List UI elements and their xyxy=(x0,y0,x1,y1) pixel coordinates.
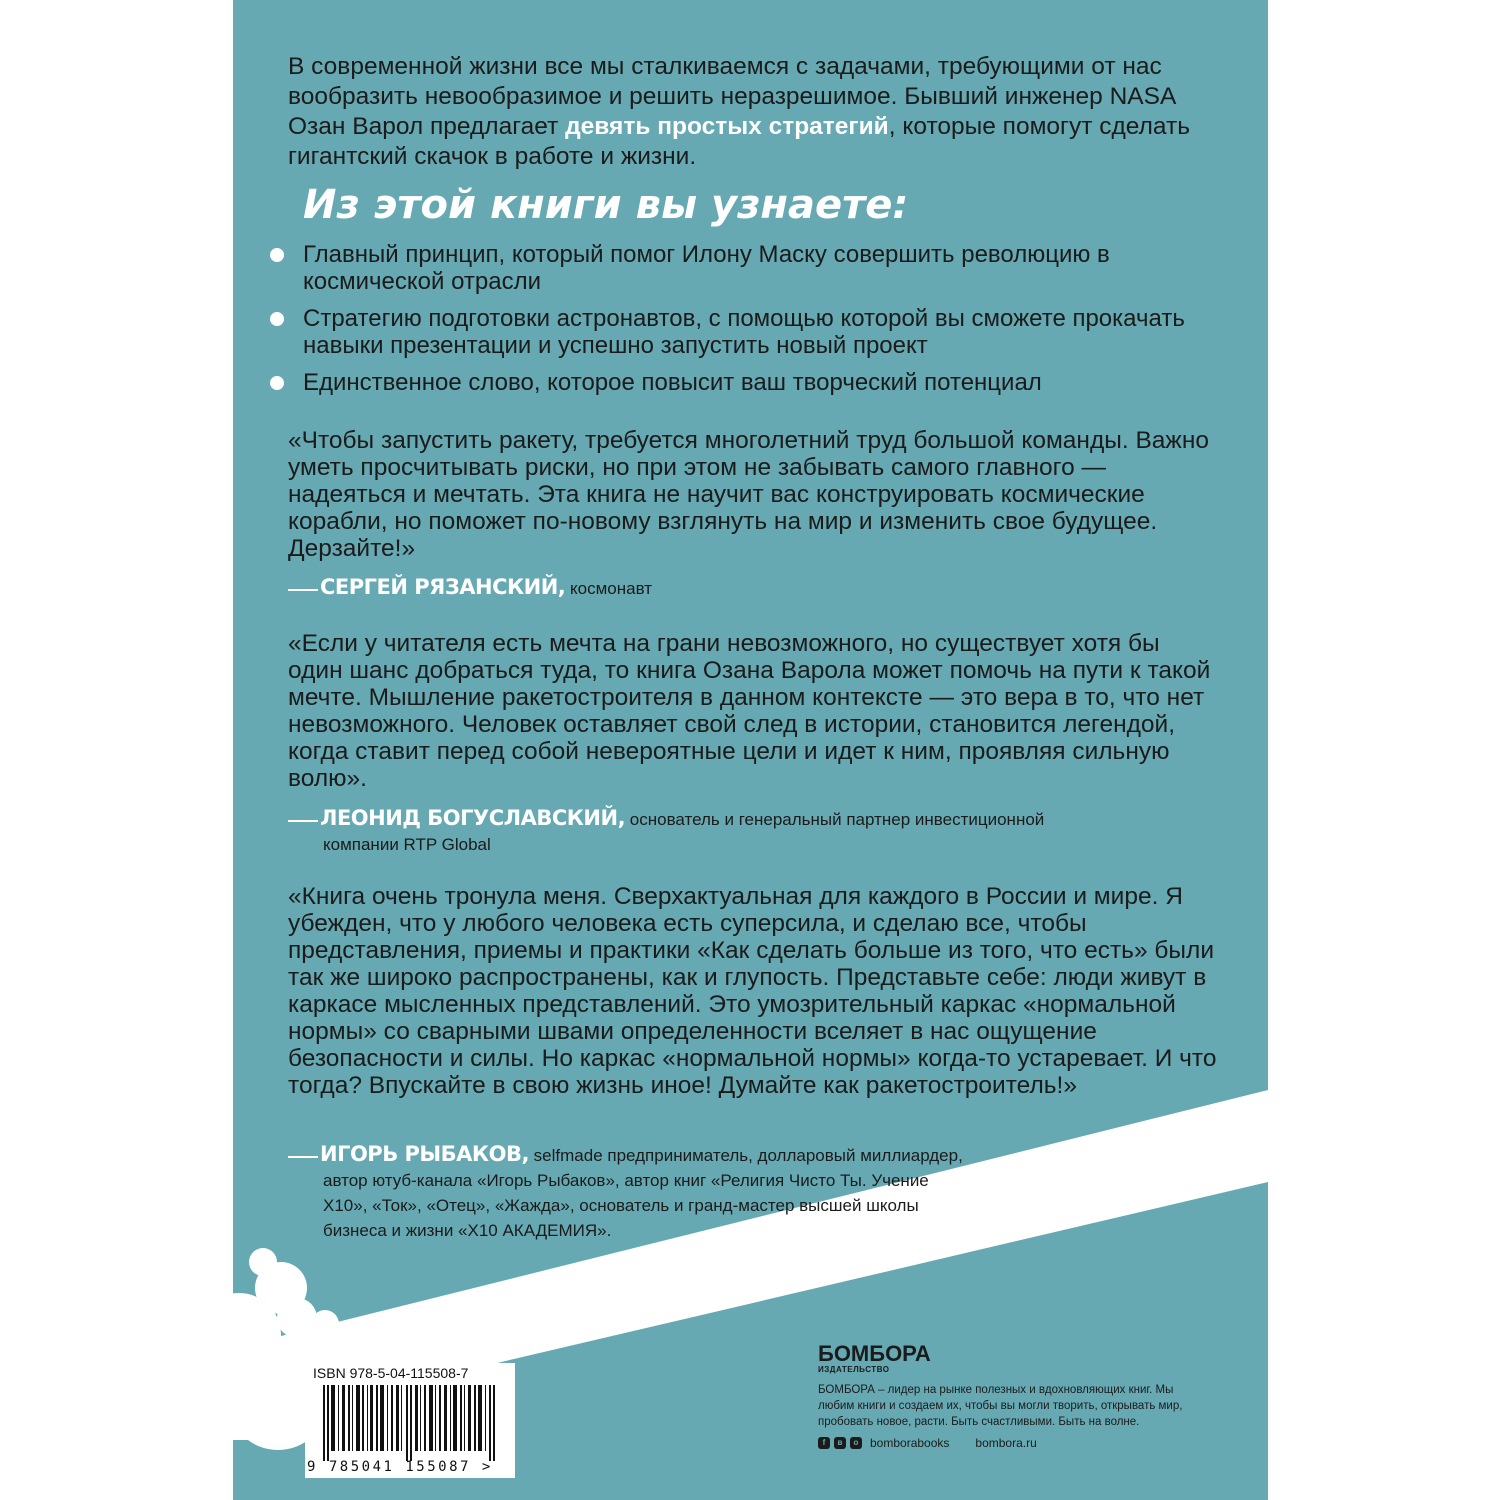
barcode-icon xyxy=(311,1385,509,1461)
author-role: selfmade предприниматель, долларовый миллиардер, xyxy=(533,1146,963,1165)
quote-boguslavsky: «Если у читателя есть мечта на грани невозможного, но существует хотя бы один шанс добраться туда, то книга Озана Варола может помочь на пути к такой мечте. Мышление ракетостроителя в данном контексте — это вера в то, что нет невозможного. Человек оставляет свой след в истории, становится легендой, когда ставит перед собой невероятные цели и идет к ним, проявляя сильную волю». xyxy=(288,630,1211,792)
author-role-continued: компании RTP Global xyxy=(323,835,491,854)
quote-ryazansky: «Чтобы запустить ракету, требуется многолетний труд большой команды. Важно уметь просчитывать риски, но при этом не забывать самого главного — надеяться и мечтать. Эта книга не научит вас конструировать космические корабли, но поможет по-новому взглянуть на мир и изменить свое будущее. Дерзайте!» xyxy=(288,427,1209,562)
author-name: СЕРГЕЙ РЯЗАНСКИЙ, xyxy=(320,575,566,599)
learn-heading: Из этой книги вы узнаете: xyxy=(303,182,909,228)
dash-icon xyxy=(288,1156,318,1158)
dash-icon xyxy=(288,820,318,822)
barcode-box xyxy=(305,1363,515,1478)
facebook-icon: f xyxy=(818,1437,830,1449)
author-name: ИГОРЬ РЫБАКОВ, xyxy=(320,1142,529,1166)
publisher-logo: БОМБОРА xyxy=(818,1341,931,1366)
intro-highlight: девять простых стратегий xyxy=(565,113,889,140)
list-item-text: Единственное слово, которое повысит ваш творческий потенциал xyxy=(303,369,1042,396)
signature-boguslavsky xyxy=(288,806,1218,857)
list-item xyxy=(270,305,1220,359)
list-item-text: Стратегию подготовки астронавтов, с помощью которой вы сможете прокачать навыки презентации и успешно запустить новый проект xyxy=(303,305,1185,359)
intro-paragraph xyxy=(288,52,1218,172)
publisher-description: БОМБОРА – лидер на рынке полезных и вдохновляющих книг. Мы любим книги и создаем их, чтобы вы могли творить, открывать мир, пробовать новое, расти. Быть счастливыми. Быть на волне. xyxy=(818,1384,1183,1428)
publisher-subtitle: ИЗДАТЕЛЬСТВО xyxy=(818,1365,890,1374)
author-role: космонавт xyxy=(570,579,653,598)
list-item xyxy=(270,241,1220,295)
intro-text: В современной жизни все мы сталкиваемся с задачами, требующими от нас вообразить невообразимое и решить неразрешимое. Бывший инженер NASA Озан Варол предлагает xyxy=(288,53,1175,140)
list-item xyxy=(270,369,1220,396)
bullet-icon xyxy=(270,248,284,262)
signature-ryazansky xyxy=(288,575,1218,601)
barcode-digits: 9 785041 155087 > xyxy=(307,1459,493,1475)
signature-rybakov xyxy=(288,1142,1218,1243)
publisher-site: bombora.ru xyxy=(975,1436,1037,1450)
learn-list xyxy=(270,241,1220,406)
bullet-icon xyxy=(270,376,284,390)
back-cover xyxy=(233,0,1268,1500)
publisher-block xyxy=(818,1343,1238,1450)
quote-rybakov: «Книга очень тронула меня. Сверхактуальная для каждого в России и мире. Я убежден, что у любого человека есть суперсила, и сделаю все, чтобы представления, приемы и практики «Как сделать больше из того, что есть» были так же широко распространены, как и глупость. Представьте себе: люди живут в каркасе мысленных представлений. Это умозрительный каркас «нормальной нормы» со сварными швами определенности вселяет в нас ощущение безопасности и силы. Но каркас «нормальной нормы» когда-то устаревает. И что тогда? Впускайте в свою жизнь иное! Думайте как ракетостроитель!» xyxy=(288,883,1217,1099)
dash-icon xyxy=(288,589,318,591)
author-name: ЛЕОНИД БОГУСЛАВСКИЙ, xyxy=(320,806,626,830)
odnoklassniki-icon: о xyxy=(850,1437,862,1449)
list-item-text: Главный принцип, который помог Илону Маску совершить революцию в космической отрасли xyxy=(303,241,1110,295)
bullet-icon xyxy=(270,312,284,326)
intro-text-end: , которые помогут сделать гигантский скачок в работе и жизни. xyxy=(288,113,1190,170)
publisher-links xyxy=(818,1436,1238,1450)
isbn-label: ISBN 978-5-04-115508-7 xyxy=(313,1365,469,1381)
author-role-continued: автор ютуб-канала «Игорь Рыбаков», автор книг «Религия Чисто Ты. Учение Х10», «Ток», «Отец», «Жажда», основатель и гранд-мастер высшей школы бизнеса и жизни «Х10 АКАДЕМИЯ». xyxy=(323,1171,929,1240)
vk-icon: в xyxy=(834,1437,846,1449)
author-role: основатель и генеральный партнер инвестиционной xyxy=(629,810,1045,829)
social-handle: bomborabooks xyxy=(870,1436,950,1450)
